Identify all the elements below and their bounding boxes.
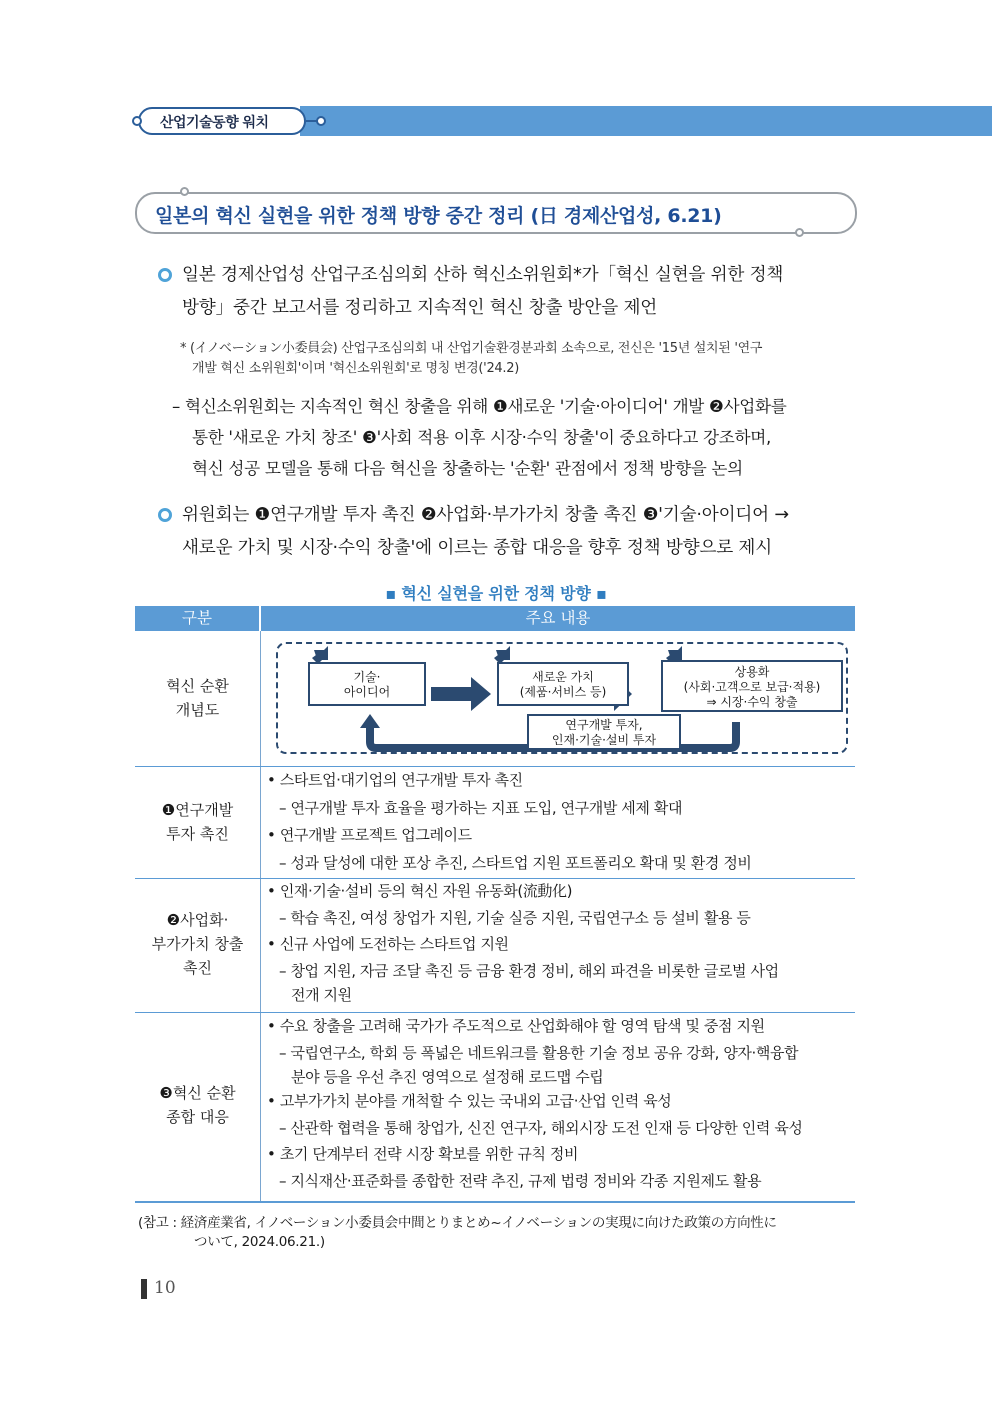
section-title: 일본의 혁신 실현을 위한 정책 방향 중간 정리 (日 경제산업성, 6.21)	[155, 205, 722, 227]
list-subitem-continued: 전개 지원	[291, 986, 352, 1004]
diagram-box-line: 기술·	[353, 670, 381, 684]
list-subitem: – 지식재산·표준화를 종합한 전략 추진, 규제 법령 정비와 각종 지원제도 활용	[279, 1171, 762, 1190]
list-subitem: – 창업 지원, 자금 조달 촉진 등 금융 환경 정비, 해외 파견을 비롯한 글로벌 사업	[279, 961, 779, 980]
section-top-dot	[180, 187, 189, 196]
row-category-line: 종합 대응	[166, 1108, 229, 1126]
diagram-box-investment	[527, 714, 681, 750]
paragraph-1-line-2: 방향」중간 보고서를 정리하고 지속적인 혁신 창출 방안을 제언	[182, 298, 658, 318]
paragraph-2	[182, 499, 862, 565]
diagram-box-line: 인재·기술·설비 투자	[551, 733, 657, 747]
diagram-box-line: ⇒ 시장·수익 창출	[706, 695, 798, 709]
list-subitem: – 산관학 협력을 통해 창업가, 신진 연구자, 해외시장 도전 인재 등 다양한 인력 육성	[279, 1118, 803, 1137]
diagram-box-new-value	[497, 662, 629, 706]
diagram-box-line: 아이디어	[343, 685, 391, 699]
list-item: • 인재·기술·설비 등의 혁신 자원 유동화(流動化)	[267, 882, 573, 900]
row-category-commercialization	[135, 908, 260, 980]
list-item: • 수요 창출을 고려해 국가가 주도적으로 산업화해야 할 영역 탐색 및 중점 지원	[267, 1017, 765, 1035]
header-band	[300, 106, 992, 136]
dash-paragraph-line-3: 혁신 성공 모델을 통해 다음 혁신을 창출하는 '순환' 관점에서 정책 방향을 논의	[192, 459, 743, 478]
reference-line-1: (참고 : 経済産業省, イノベーション小委員会中間とりまとめ~イノベーションの実現に向けた政策の方向性に	[138, 1215, 777, 1231]
reference	[138, 1214, 777, 1252]
footnote	[180, 339, 860, 379]
column-header-category: 구분	[135, 606, 259, 631]
diagram-box-line: (사회·고객으로 보급·적용)	[683, 680, 821, 694]
row-category-rnd	[135, 798, 260, 846]
row-content-rnd	[267, 767, 851, 877]
diagram-box-line: 연구개발 투자,	[565, 718, 643, 732]
column-header-content: 주요 내용	[261, 606, 855, 631]
diagram-box-tech-idea	[308, 662, 426, 706]
column-divider	[260, 631, 261, 1202]
row-category-line: ❶연구개발	[161, 801, 234, 819]
header-right-dot	[316, 116, 326, 126]
list-item: • 연구개발 프로젝트 업그레이드	[267, 826, 472, 844]
table-bottom-border	[135, 1201, 855, 1203]
list-subitem: – 학습 촉진, 여성 창업가 지원, 기술 실증 지원, 국립연구소 등 설비 활용 등	[279, 908, 751, 927]
header-label: 산업기술동향 워치	[160, 115, 269, 131]
bullet-circle-icon	[158, 508, 172, 522]
list-subitem: – 국립연구소, 학회 등 폭넓은 네트워크를 활용한 기술 정보 공유 강화, 양자·핵융합	[279, 1043, 799, 1062]
policy-table	[135, 606, 855, 1202]
reference-line-2: ついて, 2024.06.21.)	[194, 1234, 325, 1250]
dash-paragraph-line-2: 통한 '새로운 가치 창조' ❸'사회 적용 이후 시장·수익 창출'이 중요하다고 강조하며,	[192, 428, 771, 447]
list-subitem: – 성과 달성에 대한 포상 추진, 스타트업 지원 포트폴리오 확대 및 환경 정비	[279, 853, 752, 872]
dash-paragraph	[172, 391, 862, 484]
list-item: • 초기 단계부터 전략 시장 확보를 위한 규칙 정비	[267, 1145, 579, 1163]
row-category-cycle	[135, 674, 260, 722]
list-item: • 신규 사업에 도전하는 스타트업 지원	[267, 935, 509, 953]
row-category-line: 부가가치 창출	[151, 935, 244, 953]
paragraph-2-line-1: 위원회는 ❶연구개발 투자 촉진 ❷사업화·부가가치 창출 촉진 ❸'기술·아이디어 →	[182, 505, 789, 525]
paragraph-1-line-1: 일본 경제산업성 산업구조심의회 산하 혁신소위원회*가「혁신 실현을 위한 정책	[182, 265, 784, 285]
list-subitem-continued: 분야 등을 우선 추진 영역으로 설정해 로드맵 수립	[291, 1068, 604, 1086]
header-left-dot	[132, 116, 142, 126]
row-category-line: 혁신 순환	[166, 677, 229, 695]
page-number: 10	[154, 1278, 176, 1298]
diagram-box-line: 상용화	[734, 665, 770, 679]
row-category-line: ❸혁신 순환	[159, 1084, 236, 1102]
row-category-line: 촉진	[183, 959, 212, 977]
row-content-commercialization	[267, 878, 851, 1006]
row-category-cycle-response	[135, 1081, 260, 1129]
dash-paragraph-line-1: – 혁신소위원회는 지속적인 혁신 창출을 위해 ❶새로운 '기술·아이디어' 개발 ❷사업화를	[172, 397, 787, 416]
forward-arrow-1	[431, 677, 491, 711]
footnote-line-2: 개발 혁신 소위원회'이며 '혁신소위원회'로 명칭 변경('24.2)	[192, 361, 519, 376]
list-subitem: – 연구개발 투자 효율을 평가하는 지표 도입, 연구개발 세제 확대	[279, 798, 683, 817]
row-category-line: 개념도	[175, 701, 220, 719]
list-item: • 고부가가치 분야를 개척할 수 있는 국내외 고급·산업 인력 육성	[267, 1092, 672, 1110]
row-category-line: ❷사업화·	[166, 911, 229, 929]
paragraph-2-line-2: 새로운 가치 및 시장·수익 창출'에 이르는 종합 대응을 향후 정책 방향으로 제시	[182, 538, 773, 558]
page-number-marker	[141, 1279, 147, 1299]
list-item: • 스타트업·대기업의 연구개발 투자 촉진	[267, 771, 523, 789]
paragraph-1	[182, 259, 862, 325]
footnote-line-1: * (イノベーション小委員会) 산업구조심의회 내 산업기술환경분과회 소속으로, 전신은 '15년 설치된 '연구	[180, 341, 763, 356]
feedback-arrow-head-1	[360, 714, 380, 728]
diagram-box-line: 새로운 가치	[532, 670, 594, 684]
bullet-circle-icon	[158, 268, 172, 282]
row-content-cycle-response	[267, 1013, 851, 1194]
table-caption: ▪ 혁신 실현을 위한 정책 방향 ▪	[385, 584, 607, 603]
diagram-box-line: (제품·서비스 등)	[519, 685, 607, 699]
diagram-box-commercialization	[661, 660, 843, 712]
row-category-line: 투자 촉진	[166, 825, 229, 843]
section-bottom-dot	[795, 228, 804, 237]
